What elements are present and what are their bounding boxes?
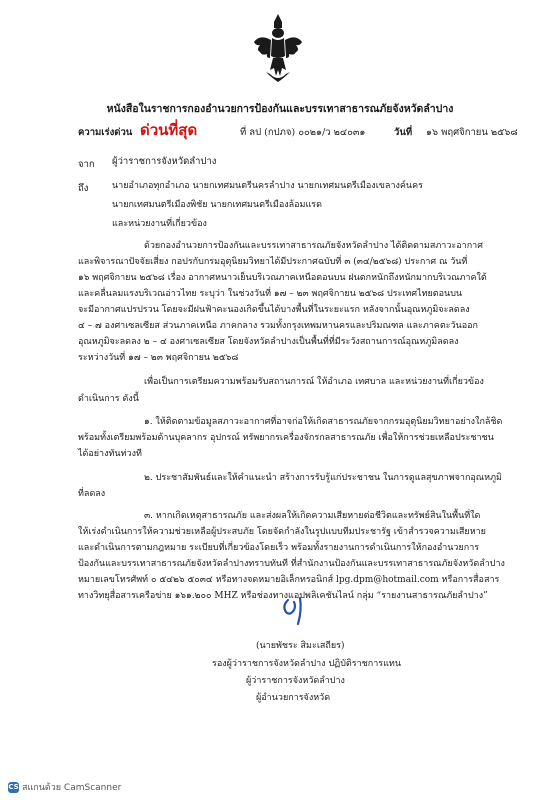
list-item-line: และดำเนินการตามกฎหมาย ระเบียบที่เกี่ยวข้องโดยเร็ว พร้อมทั้งรายงานการดำเนินการให้กองอำนวยการ — [78, 543, 480, 553]
list-item-line: ให้เร่งดำเนินการให้ความช่วยเหลือผู้ประสบภัย โดยจัดกำลังในรูปแบบทีมประชารัฐ เข้าสำรวจความเสียหาย — [78, 527, 486, 537]
from-label: จาก — [78, 159, 95, 170]
signatory-position: ผู้อำนวยการจังหวัด — [256, 693, 331, 703]
paragraph-line: และพิจารณาปัจจัยเสี่ยง กอปรกับกรมอุตุนิยมวิทยาได้มีประกาศฉบับที่ ๓ (๓๔/๒๕๖๘) ประกาศ ณ วันที่ — [78, 257, 468, 267]
garuda-emblem-icon — [252, 12, 304, 84]
paragraph-line: เพื่อเป็นการเตรียมความพร้อมรับสถานการณ์ ให้อำเภอ เทศบาล และหน่วยงานที่เกี่ยวข้อง — [144, 377, 484, 387]
document-meta-row — [78, 121, 518, 142]
list-item-line: ๒. ประชาสัมพันธ์และให้คำแนะนำ สร้างการรับรู้แก่ประชาชน ในการดูแลสุขภาพจากอุณหภูมิ — [144, 473, 502, 483]
to-line: นายอำเภอทุกอำเภอ นายกเทศมนตรีนครลำปาง นายกเทศมนตรีเมืองเขลางค์นคร — [112, 181, 423, 191]
date-value: ๑๖ พฤศจิกายน ๒๕๖๘ — [426, 127, 518, 138]
list-item-line: ทางวิทยุสื่อสารเครือข่าย ๑๖๑.๒๐๐ MHZ หรือช่องทางแอปพลิเคชันไลน์ กลุ่ม “รายงานสาธารณภัยลำปาง” — [78, 591, 488, 601]
urgency-value: ด่วนที่สุด — [140, 121, 198, 139]
to-label: ถึง — [78, 183, 89, 194]
signatory-position: รองผู้ว่าราชการจังหวัดลำปาง ปฏิบัติราชการแทน — [212, 659, 401, 669]
paragraph-line: ระหว่างวันที่ ๑๗ – ๒๓ พฤศจิกายน ๒๕๖๘ — [78, 353, 239, 363]
paragraph-line: ดำเนินการ ดังนี้ — [78, 394, 139, 404]
paragraph-line: จะมีอากาศแปรปรวน โดยจะมีฝนฟ้าคะนองเกิดขึ้นได้บางพื้นที่ในระยะแรก หลังจากนั้นอุณหภูมิจะลดลง — [78, 305, 470, 315]
to-line: นายกเทศมนตรีเมืองพิชัย นายกเทศมนตรีเมืองล้อมแรด — [112, 200, 322, 210]
list-item-line: ที่ลดลง — [78, 489, 106, 499]
list-item-line: ๑. ให้ติดตามข้อมูลสภาวะอากาศที่อาจก่อให้เกิดสาธารณภัยจากกรมอุตุนิยมวิทยาอย่างใกล้ชิด — [144, 417, 503, 427]
paragraph-line: ด้วยกองอำนวยการป้องกันและบรรเทาสาธารณภัยจังหวัดลำปาง ได้ติดตามสภาวะอากาศ — [144, 241, 483, 251]
urgency-label: ความเร่งด่วน — [78, 127, 133, 138]
scanner-text: สแกนด้วย CamScanner — [22, 783, 122, 793]
scanner-footer — [8, 780, 121, 794]
list-item-line: พร้อมทั้งเตรียมพร้อมด้านบุคลากร อุปกรณ์ ทรัพยากรเครื่องจักรกลสาธารณภัย เพื่อให้การช่วยเหลือประชาชน — [78, 433, 494, 443]
paragraph-line: ๑๖ พฤศจิกายน ๒๕๖๘ เรื่อง อากาศหนาวเย็นบริเวณภาคเหนือตอนบน ฝนตกหนักถึงหนักมากบริเวณภาคใต้ — [78, 273, 487, 283]
document-title: หนังสือในราชการกองอำนวยการป้องกันและบรรเทาสาธารณภัยจังหวัดลำปาง — [106, 103, 454, 115]
date-label: วันที่ — [394, 127, 413, 138]
paragraph-line: อุณหภูมิจะลดลง ๒ – ๔ องศาเซลเซียส โดยจังหวัดลำปางเป็นพื้นที่ที่มีระวังสถานการณ์อุณหภูมิลดลง — [78, 337, 459, 347]
list-item-line: ได้อย่างทันท่วงที — [78, 449, 142, 459]
signatory-name: (นายพัชระ สิมะเสถียร) — [256, 641, 345, 651]
list-item-line: ๓. หากเกิดเหตุสาธารณภัย และส่งผลให้เกิดความเสียหายต่อชีวิตและทรัพย์สินในพื้นที่ใด — [144, 511, 481, 521]
paragraph-line: ๔ – ๗ องศาเซลเซียส ส่วนภาคเหนือ ภาคกลาง รวมทั้งกรุงเทพมหานครและปริมณฑล และภาคตะวันออก — [78, 321, 478, 331]
list-item-line: หมายเลขโทรศัพท์ ๐ ๕๔๒๖ ๕๐๓๔ หรือทางจดหมายอิเล็กทรอนิกส์ lpg.dpm@hotmail.com หรือการสื่อสาร — [78, 575, 500, 585]
signature-mark — [278, 594, 312, 628]
list-item-line: ป้องกันและบรรเทาสาธารณภัยจังหวัดลำปางทราบทันที ที่สำนักงานป้องกันและบรรเทาสาธารณภัยจังหวัดลำปาง — [78, 559, 505, 569]
paragraph-line: และคลื่นลมแรงบริเวณอ่าวไทย ระบุว่า ในช่วงวันที่ ๑๗ – ๒๓ พฤศจิกายน ๒๕๖๘ ประเทศไทยตอนบน — [78, 289, 463, 299]
signatory-position: ผู้ว่าราชการจังหวัดลำปาง — [246, 676, 345, 686]
reference-number: ที่ ลป (กปภจ) ๐๐๒๑/ว ๒๔๐๓๑ — [240, 127, 366, 138]
camscanner-icon: CS — [8, 783, 19, 791]
from-value: ผู้ว่าราชการจังหวัดลำปาง — [112, 156, 217, 167]
to-line: และหน่วยงานที่เกี่ยวข้อง — [112, 219, 207, 229]
